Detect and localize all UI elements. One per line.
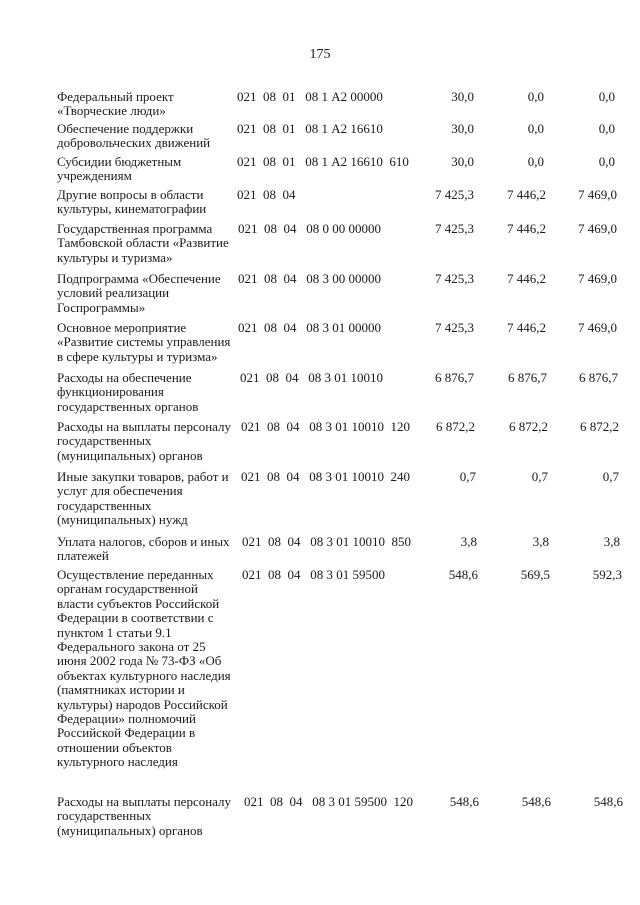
row-value-1: 30,0 (451, 121, 474, 136)
row-name: Государственная программа Тамбовской области «Развитие культуры и туризма» (57, 221, 229, 265)
row-value-1: 7 425,3 (435, 221, 474, 236)
row-code: 021 08 01 08 1 А2 16610 (237, 121, 383, 136)
row-value-2: 3,8 (532, 534, 549, 549)
row-value-1: 6 872,2 (436, 419, 475, 434)
row-value-3: 0,0 (598, 121, 615, 136)
row-value-2: 7 446,2 (507, 271, 546, 286)
row-value-1: 30,0 (451, 154, 474, 169)
row-name: Расходы на обеспечение функционирования государственных органов (57, 370, 199, 414)
row-name: Субсидии бюджетным учреждениям (57, 154, 182, 184)
row-code: 021 08 01 08 1 А2 00000 (237, 89, 383, 104)
row-code: 021 08 01 08 1 А2 16610 610 (237, 154, 409, 169)
row-code: 021 08 04 (237, 187, 296, 202)
row-value-1: 7 425,3 (435, 187, 474, 202)
row-code: 021 08 04 08 3 01 10010 (240, 370, 383, 385)
row-value-2: 6 872,2 (509, 419, 548, 434)
row-name: Уплата налогов, сборов и иных платежей (57, 534, 230, 564)
row-value-2: 0,0 (527, 154, 544, 169)
row-value-3: 0,0 (598, 89, 615, 104)
row-name: Другие вопросы в области культуры, кинематографии (57, 187, 207, 217)
row-value-1: 548,6 (448, 567, 478, 582)
row-code: 021 08 04 08 3 01 10010 850 (242, 534, 411, 549)
row-value-3: 7 469,0 (578, 187, 617, 202)
row-name: Расходы на выплаты персоналу государственных (муниципальных) органов (57, 419, 232, 463)
row-value-3: 7 469,0 (578, 320, 617, 335)
row-code: 021 08 04 08 3 01 10010 120 (241, 419, 410, 434)
row-value-3: 548,6 (593, 794, 623, 809)
row-value-2: 0,0 (527, 121, 544, 136)
row-code: 021 08 04 08 0 00 00000 (238, 221, 381, 236)
row-value-3: 0,0 (598, 154, 615, 169)
row-value-1: 7 425,3 (435, 320, 474, 335)
row-value-3: 3,8 (603, 534, 620, 549)
row-name: Осуществление переданных органам государственной власти субъектов Российской Федерации в соответствии с пунктом 1 статьи 9.1 Федерального закона от 25 июня 2002 года № 73-ФЗ «Об объектах культурного наследия (памятниках истории и культуры) народов Российской Федерации» полномочий Российской Федерации в отношении объектов культурного наследия (57, 567, 231, 770)
row-value-2: 0,7 (531, 469, 548, 484)
row-value-3: 0,7 (602, 469, 619, 484)
row-name: Подпрограмма «Обеспечение условий реализации Госпрограммы» (57, 271, 221, 315)
row-code: 021 08 04 08 3 00 00000 (238, 271, 381, 286)
row-name: Основное мероприятие «Развитие системы управления в сфере культуры и туризма» (57, 320, 231, 364)
row-name: Обеспечение поддержки добровольческих движений (57, 121, 211, 151)
row-value-2: 7 446,2 (507, 221, 546, 236)
row-value-2: 0,0 (527, 89, 544, 104)
row-value-1: 548,6 (449, 794, 479, 809)
row-name: Иные закупки товаров, работ и услуг для обеспечения государственных (муниципальных) нужд (57, 469, 229, 528)
row-value-1: 0,7 (459, 469, 476, 484)
row-code: 021 08 04 08 3 01 59500 (242, 567, 385, 582)
row-code: 021 08 04 08 3 01 10010 240 (241, 469, 410, 484)
row-name: Расходы на выплаты персоналу государственных (муниципальных) органов (57, 794, 232, 838)
row-value-2: 6 876,7 (508, 370, 547, 385)
row-value-3: 7 469,0 (578, 221, 617, 236)
row-value-2: 548,6 (521, 794, 551, 809)
row-code: 021 08 04 08 3 01 59500 120 (244, 794, 413, 809)
row-value-1: 7 425,3 (435, 271, 474, 286)
row-value-1: 6 876,7 (435, 370, 474, 385)
row-value-1: 3,8 (460, 534, 477, 549)
row-value-3: 7 469,0 (578, 271, 617, 286)
row-value-2: 7 446,2 (507, 320, 546, 335)
row-code: 021 08 04 08 3 01 00000 (238, 320, 381, 335)
row-value-3: 6 876,7 (579, 370, 618, 385)
row-value-2: 569,5 (520, 567, 550, 582)
row-name: Федеральный проект «Творческие люди» (57, 89, 174, 119)
row-value-3: 6 872,2 (580, 419, 619, 434)
row-value-2: 7 446,2 (507, 187, 546, 202)
row-value-3: 592,3 (592, 567, 622, 582)
page-number: 175 (309, 47, 331, 62)
row-value-1: 30,0 (451, 89, 474, 104)
